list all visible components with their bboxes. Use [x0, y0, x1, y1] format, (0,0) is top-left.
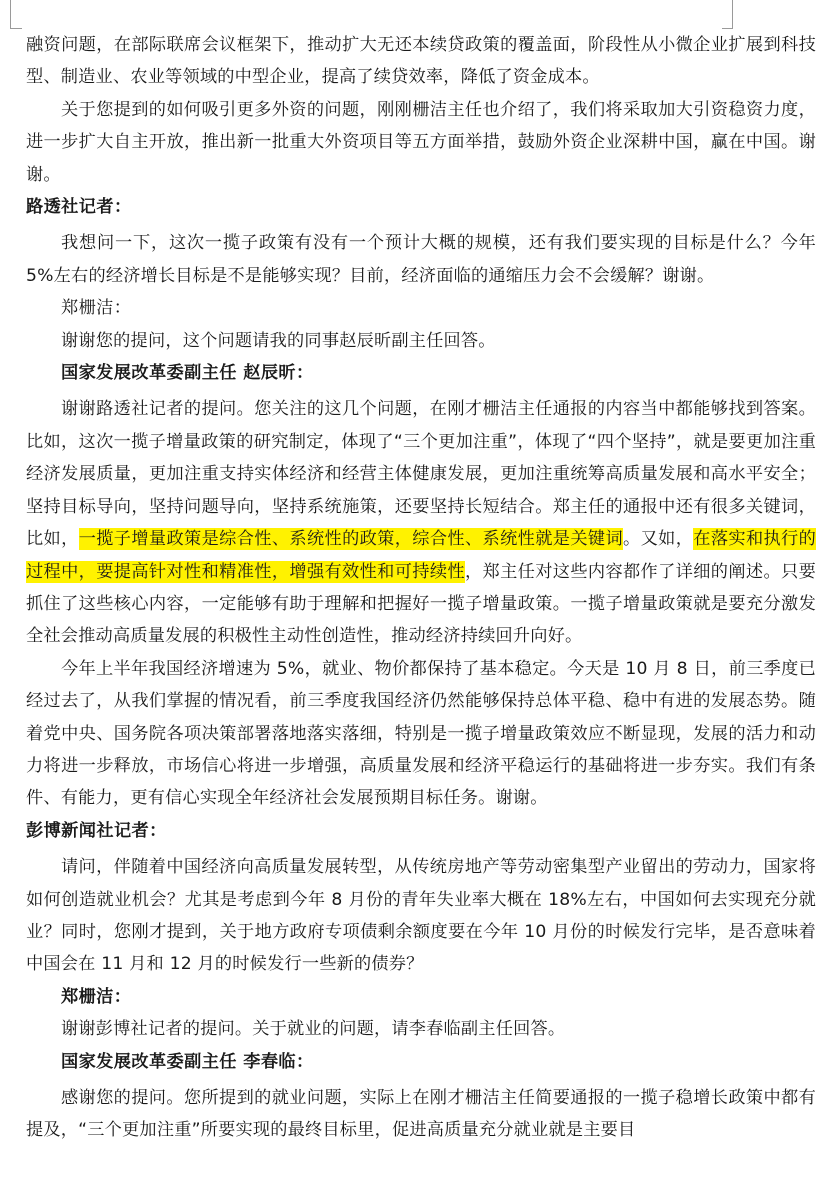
- crop-mark-left: [10, 0, 11, 28]
- paragraph-question: 我想问一下，这次一揽子政策有没有一个预计大概的规模，还有我们要实现的目标是什么？今年 5%左右的经济增长目标是不是能够实现？目前，经济面临的通缩压力会不会缓解？谢谢。: [26, 233, 816, 286]
- paragraph: 谢谢您的提问，这个问题请我的同事赵辰昕副主任回答。: [61, 330, 496, 351]
- text-segment: 。又如，: [623, 529, 694, 550]
- paragraph: 谢谢彭博社记者的提问。关于就业的问题，请李春临副主任回答。: [61, 1019, 566, 1040]
- highlighted-text: 一揽子增量政策是综合性、系统性的政策，综合性、系统性就是关键词: [78, 529, 624, 550]
- crop-mark-right: [732, 0, 733, 28]
- speaker-label-zhao: 国家发展改革委副主任 赵辰昕：: [61, 363, 314, 384]
- crop-corner-left: [10, 28, 22, 29]
- paragraph: 融资问题，在部际联席会议框架下，推动扩大无还本续贷政策的覆盖面，阶段性从小微企业扩展到科技型、制造业、农业等领域的中型企业，提高了续贷效率，降低了资金成本。: [26, 35, 816, 88]
- paragraph-question: 请问，伴随着中国经济向高质量发展转型，从传统房地产等劳动密集型产业留出的劳动力，国家将如何创造就业机会？尤其是考虑到今年 8 月份的青年失业率大概在 18%左右，中国如何去实现充分就业？同时，您刚才提到，关于地方政府专项债剩余额度要在今年 10 月份的时候发行完毕，是否意味着中国会在 11 月和 12 月的时候发行一些新的债券？: [26, 857, 816, 975]
- paragraph: 关于您提到的如何吸引更多外资的问题，刚刚栅洁主任也介绍了，我们将采取加大引资稳资力度，进一步扩大自主开放，推出新一批重大外资项目等五方面举措，鼓励外资企业深耕中国，赢在中国。谢谢。: [26, 99, 816, 185]
- speaker-label-zheng: 郑栅洁：: [61, 986, 132, 1007]
- text-segment: ，郑主任对这些内容都作了详细的阐述。只要抓住了这些核心内容，一定能够有助于理解和把握好一揽子增量政策。一揽子增量政策就是要充分激发全社会推动高质量发展的积极性主动性创造性，推动经济持续回升向好。: [26, 561, 816, 647]
- speaker-label-bloomberg: 彭博新闻社记者：: [26, 820, 167, 841]
- paragraph-answer-highlighted: [26, 393, 816, 652]
- paragraph: 感谢您的提问。您所提到的就业问题，实际上在刚才栅洁主任简要通报的一揽子稳增长政策中都有提及，“三个更加注重”所要实现的最终目标里，促进高质量充分就业就是主要目: [26, 1088, 816, 1141]
- highlighted-text: 在落实和执行的过程中，要提高针对性和精准性，增强有效性和可持续性: [26, 529, 817, 582]
- speaker-label-li: 国家发展改革委副主任 李春临：: [61, 1051, 314, 1072]
- document-body: [26, 29, 816, 1147]
- text-segment: 谢谢路透社记者的提问。您关注的这几个问题，在刚才栅洁主任通报的内容当中都能够找到答案。比如，这次一揽子增量政策的研究制定，体现了“三个更加注重”，体现了“四个坚持”，就是要更加注重经济发展质量，更加注重支持实体经济和经营主体健康发展，更加注重统筹高质量发展和高水平安全；坚持目标导向，坚持问题导向，坚持系统施策，还要坚持长短结合。郑主任的通报中还有很多关键词，比如，: [26, 399, 816, 550]
- speaker-label-reuters: 路透社记者：: [26, 197, 132, 218]
- speaker-label-zheng: 郑栅洁：: [61, 298, 132, 319]
- paragraph: 今年上半年我国经济增速为 5%，就业、物价都保持了基本稳定。今天是 10 月 8 日，前三季度已经过去了，从我们掌握的情况看，前三季度我国经济仍然能够保持总体平稳、稳中有进的发展态势。随着党中央、国务院各项决策部署落地落实落细，特别是一揽子增量政策效应不断显现，发展的活力和动力将进一步释放，市场信心将进一步增强，高质量发展和经济平稳运行的基础将进一步夯实。我们有条件、有能力，更有信心实现全年经济社会发展预期目标任务。谢谢。: [26, 658, 816, 809]
